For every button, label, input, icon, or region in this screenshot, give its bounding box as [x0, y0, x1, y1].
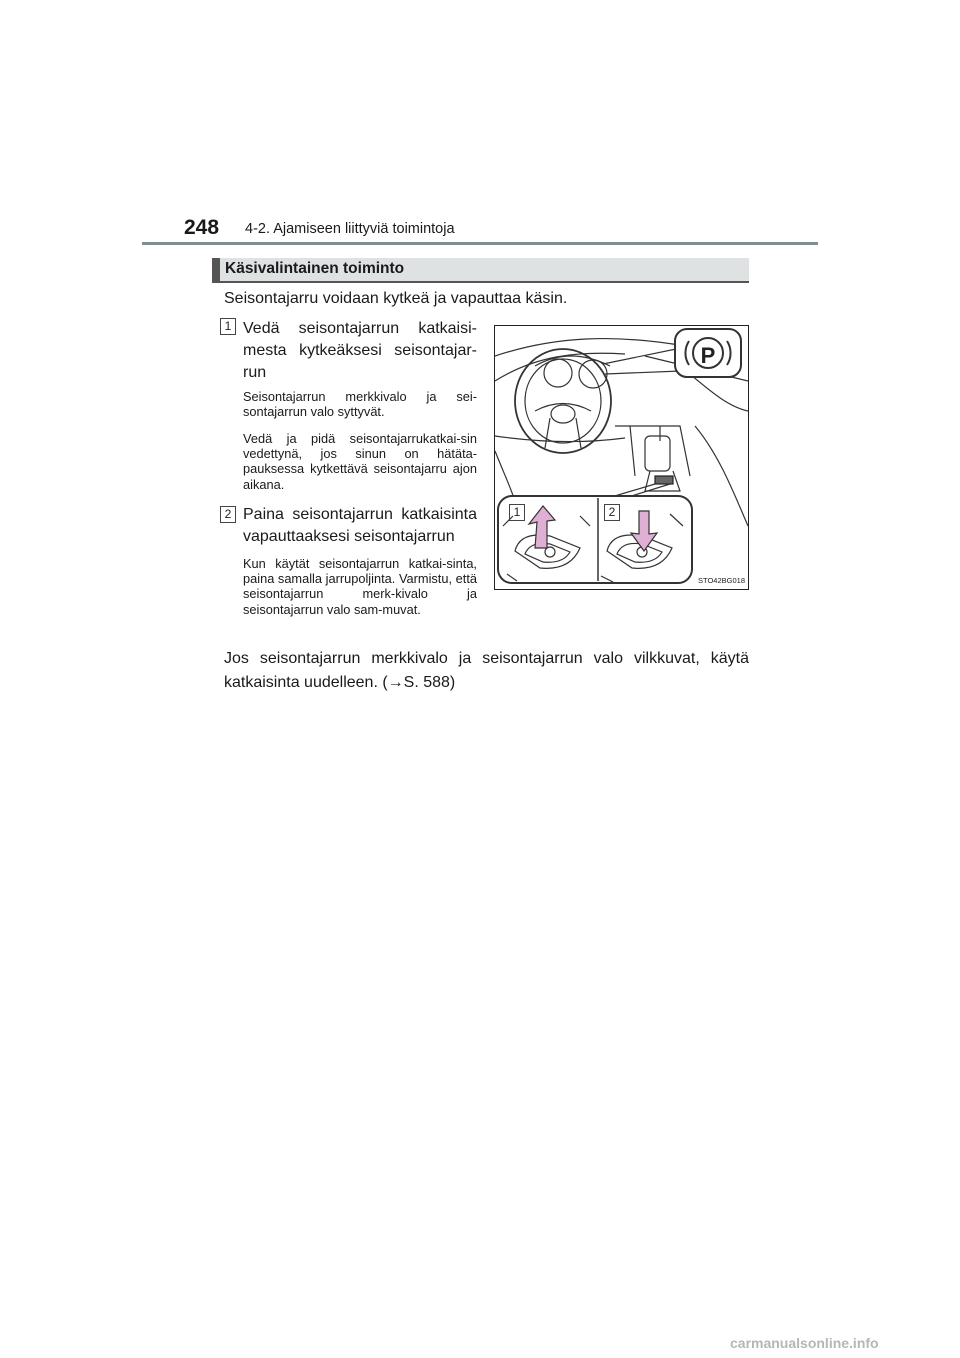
pull-up-arrow-icon — [525, 504, 565, 549]
step-2-title-line: Paina seisontajarrun katkaisinta — [243, 506, 477, 523]
figure-code: STO42BG018 — [698, 576, 745, 585]
callout-1: 1 — [509, 504, 525, 521]
step-1-note-2: Vedä ja pidä seisontajarrukatkai-sin vedettynä, jos sinun on hätäta-pauksessa kytkettävä seisontajarru ajon aikana. — [243, 431, 477, 492]
callout-2: 2 — [604, 504, 620, 521]
intro-text: Seisontajarru voidaan kytkeä ja vapauttaa käsin. — [224, 290, 568, 307]
step-1-title-line: run — [243, 364, 267, 381]
indicator-symbol: P — [700, 343, 716, 368]
watermark: carmanualsonline.info — [730, 1335, 879, 1351]
parking-brake-illustration — [494, 325, 749, 590]
step-2-note-1: Kun käytät seisontajarrun katkai-sinta, paina samalla jarrupoljinta. Varmistu, että seisontajarrun merk-kivalo ja seisontajarrun valo sam-muvat. — [243, 556, 477, 617]
heading-marker — [212, 258, 220, 281]
step-2-number: 2 — [220, 506, 236, 523]
step-2-title-line: vapauttaaksesi seisontajarrun — [243, 528, 455, 545]
page-number: 248 — [184, 216, 220, 239]
step-2-title — [243, 504, 477, 548]
final-paragraph: Jos seisontajarrun merkkivalo ja seisontajarrun valo vilkkuvat, käytä katkaisinta uudelleen. (→S. 588) — [224, 650, 749, 691]
heading-text: Käsivalintainen toiminto — [225, 260, 405, 277]
step-1-number: 1 — [220, 318, 236, 335]
section-heading — [212, 258, 749, 283]
section-title: 4-2. Ajamiseen liittyviä toimintoja — [245, 221, 455, 237]
push-down-arrow-icon — [629, 510, 659, 552]
step-1-title — [243, 318, 477, 384]
step-1-title-line: mesta kytkeäksesi seisontajar- — [243, 342, 477, 359]
header-rule — [142, 242, 818, 245]
step-1-title-line: Vedä seisontajarrun katkaisi- — [243, 320, 477, 337]
step-1-note-1: Seisontajarrun merkkivalo ja sei-sontajarrun valo syttyvät. — [243, 389, 477, 420]
